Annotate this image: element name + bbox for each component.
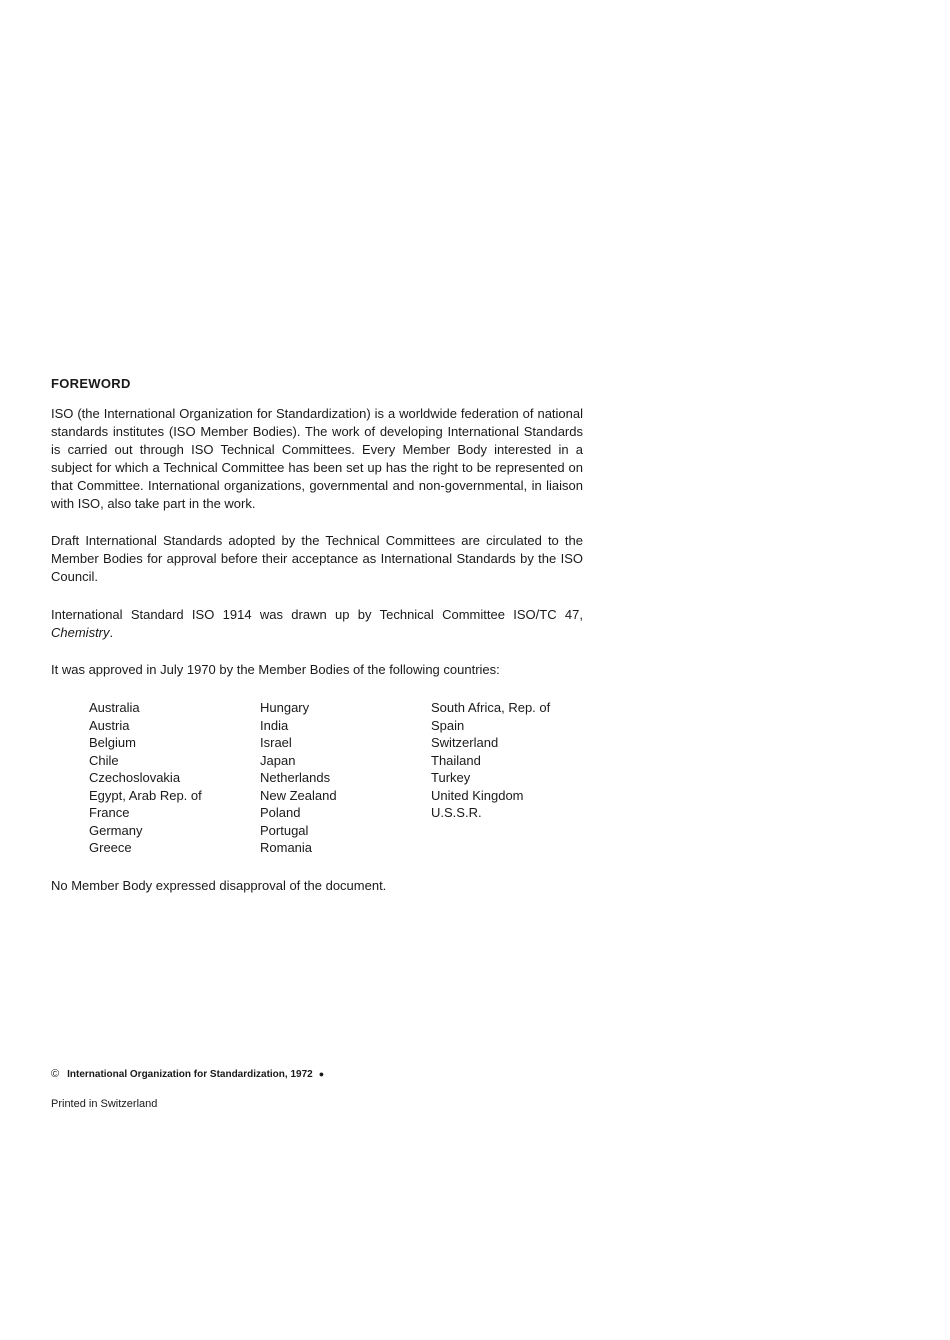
country-item: Austria [89,717,130,733]
country-item: Germany [89,822,143,838]
country-item: Czechoslovakia [89,770,181,785]
country-item: India [260,717,289,733]
country-item: Romania [260,840,313,855]
country-item: Poland [260,805,301,820]
copyright-text: International Organization for Standardization, 1972 [67,1069,313,1080]
approval-paragraph: It was approved in July 1970 by the Member Bodies of the following countries: [51,662,500,677]
country-item: Chile [89,752,119,768]
country-item: Australia [89,700,140,715]
foreword-paragraph-iso: ISO (the International Organization for Standardization) is a worldwide federation of national standards institutes (ISO Member Bodies). The work of developing International Standards is carried out through ISO Technical Committees. Every Member Body interested in a subject for which a Technical Committee has been set up has the right to be represented on that Committee. International organizations, governmental and non-governmental, in liaison with ISO, also take part in the work. [51,406,583,511]
country-item: Hungary [260,700,310,715]
country-item: Japan [260,752,296,768]
country-item: South Africa, Rep. of [431,700,551,715]
committee-name: Chemistry [51,625,110,640]
country-item: Switzerland [431,735,499,750]
country-item: Greece [89,840,132,855]
committee-suffix: . [109,625,114,640]
country-item: United Kingdom [431,787,524,803]
country-item: Thailand [431,752,481,768]
bullet-icon: ● [318,1069,325,1079]
country-item: Israel [260,735,292,750]
country-item: U.S.S.R. [431,805,482,820]
country-item: New Zealand [260,787,337,803]
committee-text: International Standard ISO 1914 was drawn up by Technical Committee ISO/TC 47, [51,607,583,622]
country-item: Portugal [260,822,309,838]
country-item: France [89,805,130,820]
printed-in-line: Printed in Switzerland [51,1098,158,1110]
country-column-3 [431,699,550,822]
country-column-2 [260,699,337,857]
country-item: Egypt, Arab Rep. of [89,787,202,803]
country-column-1 [89,699,202,857]
copyright-line [51,1068,324,1080]
copyright-icon: © [51,1068,60,1080]
foreword-heading: FOREWORD [51,376,131,391]
foreword-paragraph-committee [51,606,583,642]
country-item: Belgium [89,735,136,750]
foreword-paragraph-drafts: Draft International Standards adopted by the Technical Committees are circulated to the Member Bodies for approval before their acceptance as International Standards by the ISO Council. [51,533,583,584]
country-item: Spain [431,717,465,733]
disapproval-paragraph: No Member Body expressed disapproval of the document. [51,878,387,893]
country-item: Turkey [431,770,471,785]
country-item: Netherlands [260,770,331,785]
